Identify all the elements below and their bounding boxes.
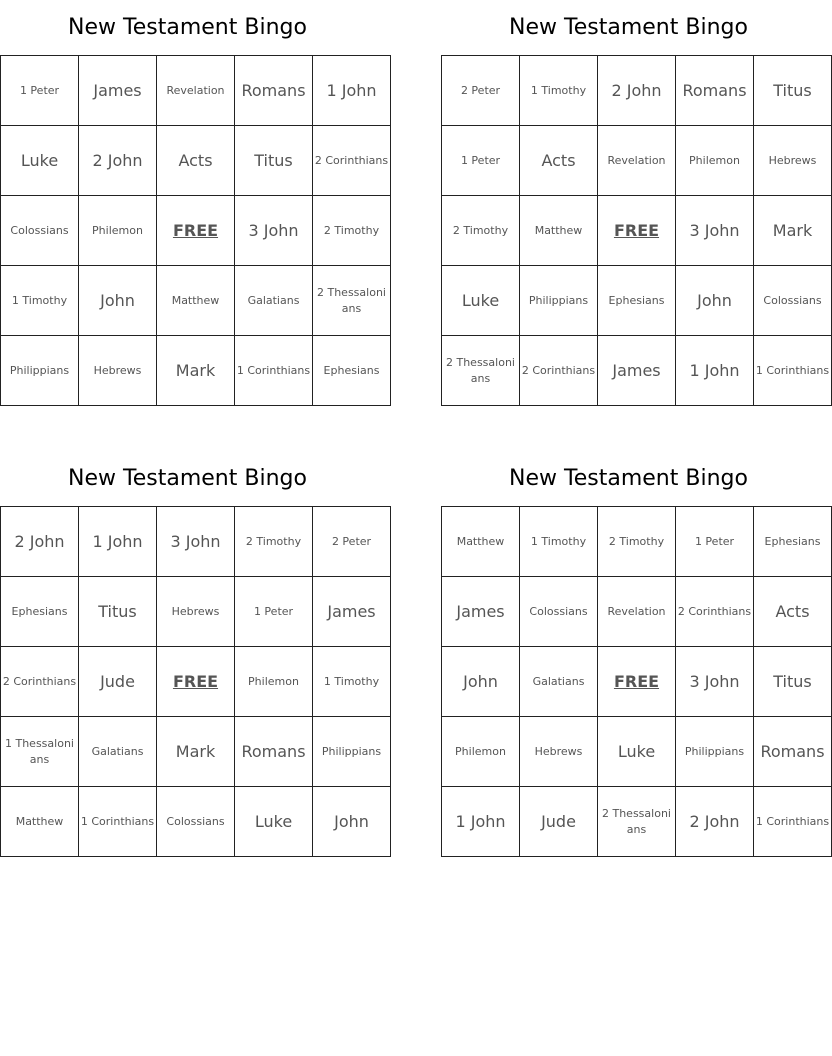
grid-cell: Titus — [235, 126, 313, 196]
grid-row — [1, 336, 391, 406]
bingo-grid — [0, 506, 391, 857]
grid-cell: 1 Corinthians — [79, 787, 157, 857]
grid-row — [442, 717, 832, 787]
grid-cell: Hebrews — [520, 717, 598, 787]
grid-cell: Acts — [520, 126, 598, 196]
grid-cell: 1 John — [442, 787, 520, 857]
bingo-grid — [0, 55, 391, 406]
grid-cell: 1 Peter — [676, 507, 754, 577]
grid-cell: Revelation — [598, 126, 676, 196]
grid-row — [1, 787, 391, 857]
grid-cell: James — [442, 577, 520, 647]
grid-cell: 1 Corinthians — [235, 336, 313, 406]
grid-cell: 1 John — [676, 336, 754, 406]
grid-cell: 2 Corinthians — [1, 647, 79, 717]
grid-cell: Philemon — [79, 196, 157, 266]
grid-row — [442, 507, 832, 577]
grid-cell: Matthew — [157, 266, 235, 336]
grid-cell: Romans — [676, 56, 754, 126]
grid-cell: Philemon — [442, 717, 520, 787]
grid-cell: 2 Corinthians — [520, 336, 598, 406]
grid-cell: 2 Peter — [313, 507, 391, 577]
grid-cell: 1 Peter — [1, 56, 79, 126]
grid-cell: Matthew — [442, 507, 520, 577]
grid-cell: 1 Corinthians — [754, 336, 832, 406]
grid-cell: Colossians — [157, 787, 235, 857]
grid-cell: Acts — [754, 577, 832, 647]
card-title: New Testament Bingo — [68, 15, 307, 40]
grid-cell: 2 Timothy — [313, 196, 391, 266]
grid-row — [442, 266, 832, 336]
grid-cell: 2 John — [1, 507, 79, 577]
grid-row — [1, 507, 391, 577]
grid-cell: Ephesians — [754, 507, 832, 577]
grid-row — [442, 336, 832, 406]
grid-cell: Philippians — [676, 717, 754, 787]
grid-cell: 3 John — [676, 647, 754, 717]
grid-row — [442, 196, 832, 266]
grid-cell: Ephesians — [598, 266, 676, 336]
grid-cell: 1 Timothy — [520, 56, 598, 126]
grid-cell: John — [442, 647, 520, 717]
grid-cell: 3 John — [676, 196, 754, 266]
grid-cell: Matthew — [1, 787, 79, 857]
grid-row — [1, 647, 391, 717]
grid-cell: Titus — [79, 577, 157, 647]
grid-cell: 2 Timothy — [235, 507, 313, 577]
grid-cell: James — [313, 577, 391, 647]
grid-cell: 2 Thessalonians — [313, 266, 391, 336]
grid-cell: Romans — [235, 717, 313, 787]
grid-cell: 2 Timothy — [442, 196, 520, 266]
grid-row — [1, 126, 391, 196]
bingo-card-3 — [0, 451, 382, 857]
grid-cell: Titus — [754, 56, 832, 126]
card-title: New Testament Bingo — [509, 466, 748, 491]
free-space: FREE — [157, 196, 235, 266]
grid-cell: 2 Thessalonians — [598, 787, 676, 857]
grid-cell: Luke — [442, 266, 520, 336]
grid-row — [1, 196, 391, 266]
grid-cell: 2 Corinthians — [313, 126, 391, 196]
free-space: FREE — [598, 647, 676, 717]
grid-row — [1, 266, 391, 336]
grid-cell: 2 Thessalonians — [442, 336, 520, 406]
grid-cell: Ephesians — [1, 577, 79, 647]
grid-cell: Mark — [157, 336, 235, 406]
grid-cell: 2 John — [598, 56, 676, 126]
grid-cell: Colossians — [520, 577, 598, 647]
grid-cell: Luke — [235, 787, 313, 857]
grid-cell: 1 Timothy — [520, 507, 598, 577]
grid-cell: 1 Peter — [442, 126, 520, 196]
grid-row — [442, 787, 832, 857]
grid-cell: John — [676, 266, 754, 336]
grid-cell: 2 John — [676, 787, 754, 857]
grid-cell: 2 Peter — [442, 56, 520, 126]
grid-cell: Matthew — [520, 196, 598, 266]
grid-cell: Luke — [598, 717, 676, 787]
grid-cell: 1 Timothy — [1, 266, 79, 336]
grid-cell: Titus — [754, 647, 832, 717]
bingo-card-4 — [441, 451, 830, 857]
grid-row — [1, 717, 391, 787]
grid-cell: Romans — [754, 717, 832, 787]
grid-cell: James — [79, 56, 157, 126]
grid-cell: 1 John — [313, 56, 391, 126]
free-space: FREE — [598, 196, 676, 266]
grid-cell: James — [598, 336, 676, 406]
grid-row — [1, 577, 391, 647]
grid-cell: 2 John — [79, 126, 157, 196]
grid-cell: Jude — [79, 647, 157, 717]
free-space: FREE — [157, 647, 235, 717]
grid-cell: Hebrews — [157, 577, 235, 647]
grid-row — [442, 56, 832, 126]
grid-cell: Colossians — [754, 266, 832, 336]
grid-cell: Philippians — [313, 717, 391, 787]
grid-cell: 1 Thessalonians — [1, 717, 79, 787]
grid-cell: Philippians — [520, 266, 598, 336]
grid-cell: Hebrews — [754, 126, 832, 196]
card-title: New Testament Bingo — [509, 15, 748, 40]
grid-cell: 1 Peter — [235, 577, 313, 647]
grid-cell: Revelation — [598, 577, 676, 647]
grid-cell: Jude — [520, 787, 598, 857]
grid-row — [442, 577, 832, 647]
grid-row — [1, 56, 391, 126]
grid-cell: Acts — [157, 126, 235, 196]
bingo-card-1 — [0, 0, 389, 406]
grid-cell: Philemon — [676, 126, 754, 196]
grid-cell: Philippians — [1, 336, 79, 406]
card-title: New Testament Bingo — [68, 466, 307, 491]
grid-cell: 3 John — [157, 507, 235, 577]
grid-row — [442, 126, 832, 196]
grid-cell: 2 Timothy — [598, 507, 676, 577]
grid-cell: Ephesians — [313, 336, 391, 406]
bingo-card-2 — [441, 0, 830, 406]
grid-cell: 1 Corinthians — [754, 787, 832, 857]
grid-cell: Mark — [157, 717, 235, 787]
grid-cell: Philemon — [235, 647, 313, 717]
grid-cell: Colossians — [1, 196, 79, 266]
grid-cell: 3 John — [235, 196, 313, 266]
grid-cell: Galatians — [79, 717, 157, 787]
grid-cell: Mark — [754, 196, 832, 266]
bingo-grid — [441, 506, 832, 857]
grid-cell: Luke — [1, 126, 79, 196]
grid-cell: 1 John — [79, 507, 157, 577]
grid-cell: 1 Timothy — [313, 647, 391, 717]
grid-row — [442, 647, 832, 717]
bingo-grid — [441, 55, 832, 406]
grid-cell: Romans — [235, 56, 313, 126]
grid-cell: 2 Corinthians — [676, 577, 754, 647]
grid-cell: John — [79, 266, 157, 336]
grid-cell: Revelation — [157, 56, 235, 126]
grid-cell: Galatians — [235, 266, 313, 336]
grid-cell: Galatians — [520, 647, 598, 717]
grid-cell: Hebrews — [79, 336, 157, 406]
grid-cell: John — [313, 787, 391, 857]
